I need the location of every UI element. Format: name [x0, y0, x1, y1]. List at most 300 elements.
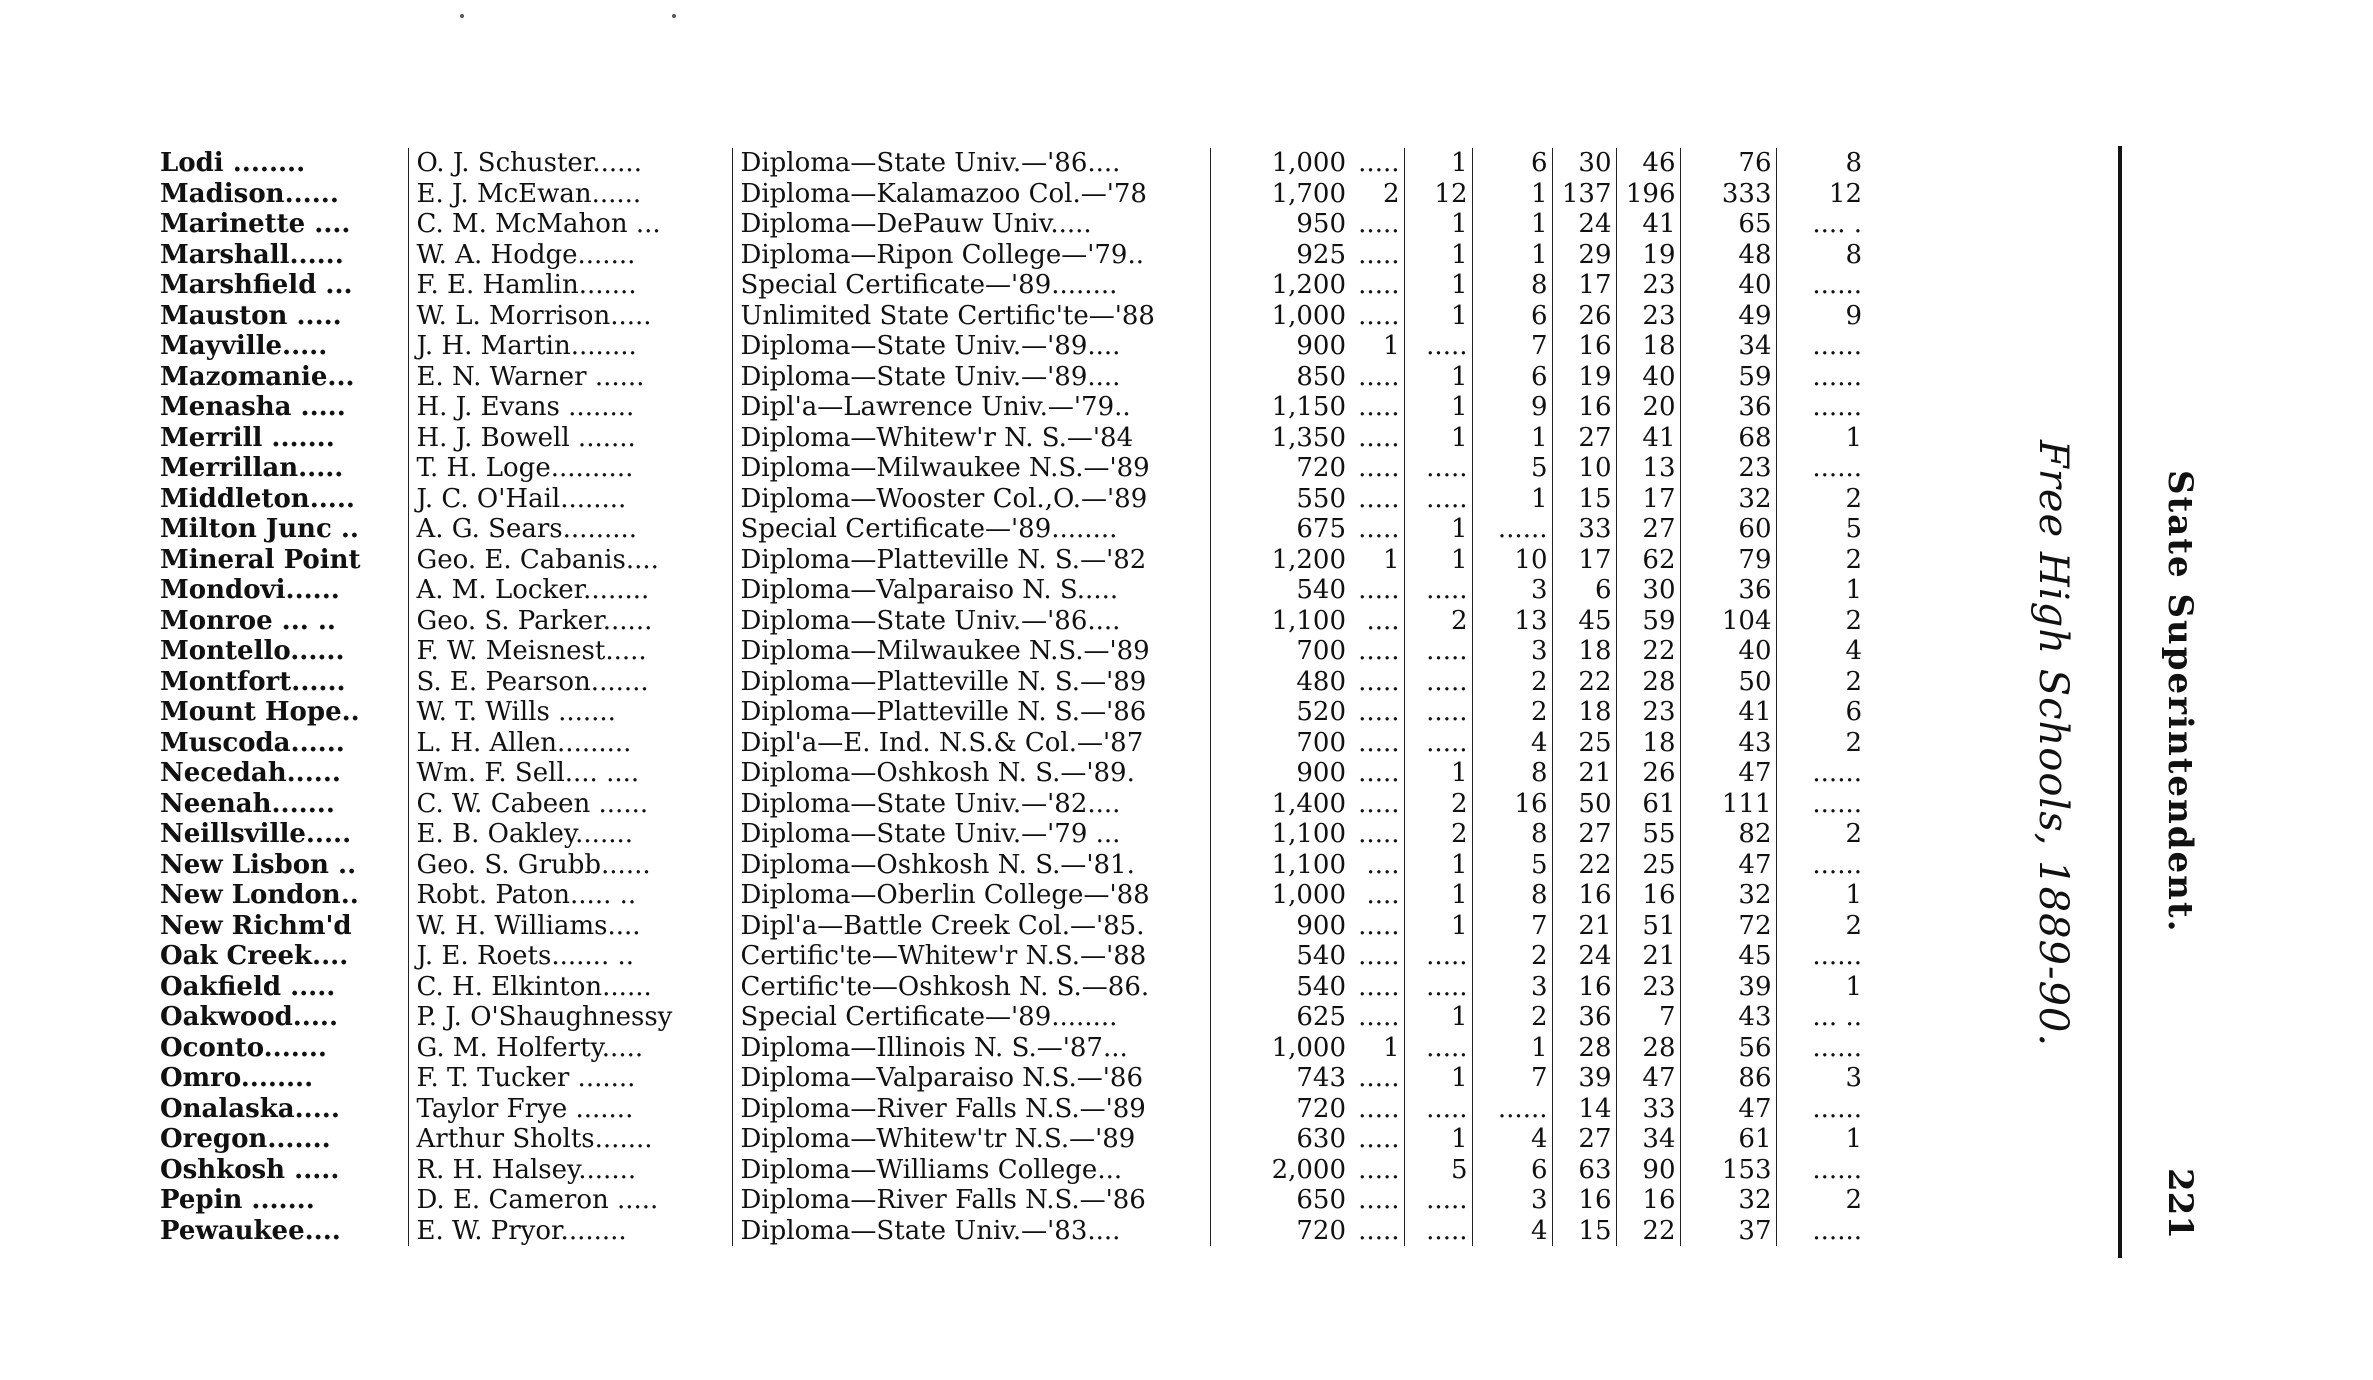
principal-cell: Geo. S. Grubb......: [408, 850, 732, 881]
principal-cell: E. N. Warner ......: [408, 362, 732, 393]
count-cell: 45: [1552, 606, 1616, 637]
count-cell: 47: [1680, 850, 1776, 881]
salary-cell: 900: [1296, 910, 1346, 941]
town-cell: [160, 301, 408, 332]
qualification-cell: Diploma—State Univ.—'89....: [732, 362, 1210, 393]
count-cell: 3: [1845, 1063, 1862, 1093]
table-row: [160, 1033, 1866, 1064]
town-name: Mount Hope..: [160, 697, 360, 727]
count-cell: 2: [1845, 910, 1862, 941]
town-cell: [160, 1124, 408, 1155]
principal-cell: L. H. Allen.........: [408, 728, 732, 759]
count-cell: .....: [1350, 514, 1404, 545]
salary-cell: 1,200: [1271, 270, 1346, 300]
count-cell: 32: [1680, 1185, 1776, 1216]
principal-cell: C. W. Cabeen ......: [408, 789, 732, 820]
town-cell: [160, 1094, 408, 1125]
count-cell: 13: [1472, 606, 1552, 637]
count-cell: 16: [1552, 880, 1616, 911]
principal-cell: J. C. O'Hail........: [408, 484, 732, 515]
count-cell: 2: [1472, 941, 1552, 972]
count-cell: 60: [1680, 514, 1776, 545]
salary-cell: 720: [1296, 1215, 1346, 1246]
count-cell: 27: [1552, 819, 1616, 850]
qualification-cell: Special Certificate—'89........: [732, 270, 1210, 301]
count-cell: 8: [1845, 148, 1862, 178]
table-row: [160, 453, 1866, 484]
principal-cell: D. E. Cameron .....: [408, 1185, 732, 1216]
count-cell: 82: [1680, 819, 1776, 850]
salary-cell: 720: [1296, 453, 1346, 483]
principal-cell: A. G. Sears.........: [408, 514, 732, 545]
count-cell: ......: [1812, 758, 1862, 788]
qualification-cell: Diploma—Platteville N. S.—'82: [732, 545, 1210, 576]
salary-cell: 900: [1296, 758, 1346, 788]
count-cell: .....: [1404, 697, 1472, 728]
salary-cell: 700: [1296, 636, 1346, 666]
count-cell: 1: [1472, 423, 1552, 454]
count-cell: 76: [1680, 148, 1776, 179]
count-cell: .....: [1350, 209, 1404, 240]
table-row: [160, 911, 1866, 942]
town-cell: [160, 148, 408, 179]
count-cell: 10: [1472, 545, 1552, 576]
count-cell: 3: [1472, 972, 1552, 1003]
count-cell: ....: [1350, 850, 1404, 881]
count-cell: 16: [1552, 1185, 1616, 1216]
salary-cell: 625: [1296, 1002, 1346, 1032]
count-cell: 1: [1404, 758, 1472, 789]
count-cell: 8: [1472, 880, 1552, 911]
table-row: [160, 484, 1866, 515]
town-cell: [160, 1216, 408, 1247]
count-cell: 1: [1472, 484, 1552, 515]
town-cell: [160, 575, 408, 606]
town-name: Muscoda......: [160, 727, 345, 758]
count-cell: .....: [1350, 789, 1404, 820]
principal-cell: O. J. Schuster......: [408, 148, 732, 179]
qualification-cell: Dipl'a—Lawrence Univ.—'79..: [732, 392, 1210, 423]
count-cell: 32: [1680, 880, 1776, 911]
salary-cell: 925: [1296, 239, 1346, 270]
table-row: [160, 1216, 1866, 1247]
table-row: [160, 545, 1866, 576]
count-cell: 6: [1472, 362, 1552, 393]
count-cell: 1: [1404, 1002, 1472, 1033]
salary-cell: 1,200: [1271, 544, 1346, 575]
table-row: [160, 1002, 1866, 1033]
salary-cell: 2,000: [1271, 1154, 1346, 1185]
count-cell: .....: [1404, 728, 1472, 759]
principal-cell: Wm. F. Sell.... ....: [408, 758, 732, 789]
count-cell: 2: [1350, 179, 1404, 210]
town-cell: [160, 514, 408, 545]
qualification-cell: Diploma—Kalamazoo Col.—'78: [732, 179, 1210, 210]
count-cell: 41: [1616, 209, 1680, 240]
count-cell: .....: [1404, 667, 1472, 698]
count-cell: 196: [1616, 179, 1680, 210]
qualification-cell: Dipl'a—Battle Creek Col.—'85.: [732, 911, 1210, 942]
count-cell: 36: [1680, 392, 1776, 423]
count-cell: 16: [1472, 789, 1552, 820]
count-cell: 8: [1472, 758, 1552, 789]
count-cell: .....: [1350, 1216, 1404, 1247]
count-cell: 7: [1472, 911, 1552, 942]
town-name: Oshkosh .....: [160, 1154, 340, 1185]
town-name: Monroe ... ..: [160, 605, 336, 636]
count-cell: 47: [1680, 1094, 1776, 1125]
count-cell: .....: [1350, 362, 1404, 393]
table-row: [160, 758, 1866, 789]
qualification-cell: Unlimited State Certific'te—'88: [732, 301, 1210, 332]
count-cell: 39: [1680, 972, 1776, 1003]
count-cell: 21: [1552, 911, 1616, 942]
town-cell: [160, 1002, 408, 1033]
count-cell: 8: [1845, 239, 1862, 270]
count-cell: 1: [1845, 880, 1862, 910]
count-cell: 3: [1472, 636, 1552, 667]
salary-cell: 1,100: [1271, 849, 1346, 880]
principal-cell: W. H. Williams....: [408, 911, 732, 942]
town-cell: [160, 880, 408, 911]
count-cell: 47: [1680, 758, 1776, 789]
count-cell: 45: [1680, 941, 1776, 972]
town-name: Milton Junc ..: [160, 514, 359, 544]
count-cell: 56: [1680, 1033, 1776, 1064]
count-cell: 16: [1552, 972, 1616, 1003]
town-cell: [160, 667, 408, 698]
principal-cell: Taylor Frye .......: [408, 1094, 732, 1125]
town-name: Mayville.....: [160, 331, 328, 361]
salary-cell: 675: [1296, 514, 1346, 544]
principal-cell: E. B. Oakley.......: [408, 819, 732, 850]
count-cell: 27: [1616, 514, 1680, 545]
qualification-cell: Diploma—Whitew'tr N.S.—'89: [732, 1124, 1210, 1155]
count-cell: .....: [1350, 1063, 1404, 1094]
table-row: [160, 941, 1866, 972]
town-cell: [160, 392, 408, 423]
town-cell: [160, 758, 408, 789]
salary-cell: 650: [1296, 1185, 1346, 1215]
salary-cell: 743: [1296, 1063, 1346, 1093]
salary-cell: 630: [1296, 1124, 1346, 1154]
count-cell: 2: [1845, 605, 1862, 636]
count-cell: 1: [1404, 301, 1472, 332]
count-cell: 79: [1680, 545, 1776, 576]
table-row: [160, 575, 1866, 606]
count-cell: 7: [1616, 1002, 1680, 1033]
table-row: [160, 1094, 1866, 1125]
principal-cell: W. L. Morrison.....: [408, 301, 732, 332]
count-cell: ......: [1812, 1032, 1862, 1063]
count-cell: 22: [1552, 667, 1616, 698]
count-cell: 1: [1404, 240, 1472, 271]
town-name: Oakfield .....: [160, 971, 336, 1002]
count-cell: 104: [1680, 606, 1776, 637]
count-cell: 2: [1845, 819, 1862, 849]
count-cell: ... ..: [1812, 1002, 1862, 1032]
count-cell: .....: [1404, 1033, 1472, 1064]
salary-cell: 1,000: [1271, 1032, 1346, 1063]
qualification-cell: Diploma—Valparaiso N.S.—'86: [732, 1063, 1210, 1094]
count-cell: 1: [1350, 331, 1404, 362]
count-cell: 51: [1616, 911, 1680, 942]
count-cell: 65: [1680, 209, 1776, 240]
count-cell: .....: [1350, 758, 1404, 789]
count-cell: 43: [1680, 728, 1776, 759]
town-cell: [160, 789, 408, 820]
town-cell: [160, 484, 408, 515]
table-row: [160, 972, 1866, 1003]
town-cell: [160, 270, 408, 301]
count-cell: 23: [1616, 301, 1680, 332]
table-row: [160, 392, 1866, 423]
count-cell: 1: [1404, 392, 1472, 423]
town-name: Madison......: [160, 178, 339, 209]
count-cell: .....: [1350, 1002, 1404, 1033]
count-cell: ....: [1350, 606, 1404, 637]
town-cell: [160, 1063, 408, 1094]
count-cell: 12: [1404, 179, 1472, 210]
count-cell: 50: [1680, 667, 1776, 698]
town-cell: [160, 209, 408, 240]
qualification-cell: Diploma—Whitew'r N. S.—'84: [732, 423, 1210, 454]
count-cell: 15: [1552, 484, 1616, 515]
principal-cell: C. M. McMahon ...: [408, 209, 732, 240]
town-name: New Lisbon ..: [160, 849, 357, 880]
count-cell: 8: [1472, 270, 1552, 301]
count-cell: 68: [1680, 423, 1776, 454]
principal-cell: Robt. Paton..... ..: [408, 880, 732, 911]
count-cell: 59: [1616, 606, 1680, 637]
salary-cell: 1,000: [1271, 880, 1346, 910]
count-cell: 18: [1616, 728, 1680, 759]
count-cell: 48: [1680, 240, 1776, 271]
count-cell: 32: [1680, 484, 1776, 515]
count-cell: 2: [1472, 697, 1552, 728]
count-cell: 1: [1404, 880, 1472, 911]
count-cell: 2: [1404, 819, 1472, 850]
town-name: Lodi ........: [160, 148, 306, 178]
count-cell: 5: [1472, 453, 1552, 484]
count-cell: 17: [1552, 545, 1616, 576]
count-cell: 19: [1616, 240, 1680, 271]
town-cell: [160, 636, 408, 667]
principal-cell: Geo. E. Cabanis....: [408, 545, 732, 576]
count-cell: 6: [1845, 697, 1862, 727]
count-cell: ......: [1472, 1094, 1552, 1125]
principal-cell: A. M. Locker........: [408, 575, 732, 606]
town-cell: [160, 331, 408, 362]
count-cell: 8: [1472, 819, 1552, 850]
town-name: Montello......: [160, 636, 345, 666]
town-name: Merrill .......: [160, 422, 335, 453]
qualification-cell: Diploma—River Falls N.S.—'86: [732, 1185, 1210, 1216]
count-cell: 86: [1680, 1063, 1776, 1094]
count-cell: ......: [1812, 1154, 1862, 1185]
count-cell: 40: [1680, 270, 1776, 301]
count-cell: 2: [1472, 1002, 1552, 1033]
count-cell: .....: [1350, 697, 1404, 728]
principal-cell: G. M. Holferty.....: [408, 1033, 732, 1064]
town-cell: [160, 697, 408, 728]
schools-table: [160, 148, 1866, 1246]
count-cell: 5: [1845, 514, 1862, 544]
count-cell: 90: [1616, 1155, 1680, 1186]
town-cell: [160, 453, 408, 484]
count-cell: 16: [1552, 392, 1616, 423]
count-cell: ......: [1812, 1215, 1862, 1246]
count-cell: 2: [1845, 666, 1862, 697]
qualification-cell: Diploma—Oshkosh N. S.—'81.: [732, 850, 1210, 881]
speck: [460, 14, 464, 18]
count-cell: 28: [1552, 1033, 1616, 1064]
table-row: [160, 331, 1866, 362]
town-name: Onalaska.....: [160, 1093, 340, 1124]
table-row: [160, 179, 1866, 210]
table-body: [160, 148, 1866, 1246]
principal-cell: F. T. Tucker .......: [408, 1063, 732, 1094]
table-row: [160, 850, 1866, 881]
qualification-cell: Diploma—Ripon College—'79..: [732, 240, 1210, 271]
town-name: Pewaukee....: [160, 1215, 341, 1246]
count-cell: 1: [1350, 545, 1404, 576]
table-row: [160, 819, 1866, 850]
principal-cell: T. H. Loge..........: [408, 453, 732, 484]
count-cell: 16: [1616, 1185, 1680, 1216]
salary-cell: 850: [1296, 361, 1346, 392]
count-cell: ......: [1812, 392, 1862, 422]
town-name: Marshfield ...: [160, 270, 353, 300]
count-cell: .....: [1404, 1216, 1472, 1247]
count-cell: 4: [1472, 1124, 1552, 1155]
count-cell: 27: [1552, 1124, 1616, 1155]
principal-cell: J. E. Roets....... ..: [408, 941, 732, 972]
count-cell: 22: [1616, 636, 1680, 667]
count-cell: 1: [1404, 270, 1472, 301]
count-cell: 1: [1404, 850, 1472, 881]
count-cell: 2: [1845, 544, 1862, 575]
count-cell: 24: [1552, 209, 1616, 240]
town-cell: [160, 362, 408, 393]
count-cell: .....: [1350, 240, 1404, 271]
count-cell: 1: [1404, 514, 1472, 545]
town-cell: [160, 911, 408, 942]
salary-cell: 1,000: [1271, 148, 1346, 178]
count-cell: 28: [1616, 1033, 1680, 1064]
qualification-cell: Diploma—State Univ.—'86....: [732, 148, 1210, 179]
count-cell: .....: [1350, 636, 1404, 667]
count-cell: 1: [1845, 575, 1862, 605]
count-cell: .....: [1404, 1185, 1472, 1216]
town-name: Marshall......: [160, 239, 344, 270]
principal-cell: S. E. Pearson.......: [408, 667, 732, 698]
count-cell: 17: [1616, 484, 1680, 515]
count-cell: .....: [1404, 636, 1472, 667]
table-row: [160, 636, 1866, 667]
town-cell: [160, 1185, 408, 1216]
count-cell: .....: [1404, 941, 1472, 972]
count-cell: 2: [1845, 483, 1862, 514]
count-cell: .....: [1350, 941, 1404, 972]
salary-cell: 540: [1296, 971, 1346, 1002]
count-cell: 18: [1616, 331, 1680, 362]
count-cell: .....: [1350, 453, 1404, 484]
count-cell: 25: [1616, 850, 1680, 881]
qualification-cell: Diploma—Valparaiso N. S.....: [732, 575, 1210, 606]
count-cell: 33: [1552, 514, 1616, 545]
qualification-cell: Certific'te—Oshkosh N. S.—86.: [732, 972, 1210, 1003]
town-name: Middleton.....: [160, 483, 355, 514]
town-name: Mineral Point: [160, 544, 361, 575]
speck: [672, 14, 676, 18]
count-cell: 5: [1404, 1155, 1472, 1186]
table-row: [160, 880, 1866, 911]
qualification-cell: Diploma—Milwaukee N.S.—'89: [732, 636, 1210, 667]
count-cell: 25: [1552, 728, 1616, 759]
town-name: Oakwood.....: [160, 1002, 339, 1032]
town-name: Oregon.......: [160, 1124, 331, 1154]
count-cell: ......: [1812, 331, 1862, 361]
count-cell: 19: [1552, 362, 1616, 393]
count-cell: 4: [1472, 728, 1552, 759]
count-cell: ......: [1812, 1093, 1862, 1124]
count-cell: ......: [1812, 941, 1862, 971]
count-cell: 1: [1472, 1033, 1552, 1064]
salary-cell: 1,100: [1271, 605, 1346, 636]
table-row: [160, 667, 1866, 698]
town-name: Pepin .......: [160, 1185, 315, 1215]
count-cell: 14: [1552, 1094, 1616, 1125]
count-cell: 29: [1552, 240, 1616, 271]
count-cell: 1: [1472, 179, 1552, 210]
count-cell: 2: [1404, 789, 1472, 820]
count-cell: 28: [1616, 667, 1680, 698]
count-cell: 72: [1680, 911, 1776, 942]
table-row: [160, 1063, 1866, 1094]
count-cell: 4: [1845, 636, 1862, 666]
count-cell: 50: [1552, 789, 1616, 820]
table-row: [160, 270, 1866, 301]
count-cell: 1: [1472, 240, 1552, 271]
town-name: Neenah.......: [160, 788, 335, 819]
page-number: 221: [2160, 1168, 2200, 1239]
count-cell: 2: [1845, 727, 1862, 758]
count-cell: .....: [1404, 331, 1472, 362]
count-cell: 111: [1680, 789, 1776, 820]
count-cell: 9: [1845, 300, 1862, 331]
count-cell: ......: [1812, 453, 1862, 483]
count-cell: 137: [1552, 179, 1616, 210]
count-cell: .....: [1350, 270, 1404, 301]
count-cell: 18: [1552, 697, 1616, 728]
table-row: [160, 148, 1866, 179]
salary-cell: 540: [1296, 941, 1346, 971]
count-cell: 43: [1680, 1002, 1776, 1033]
count-cell: 34: [1680, 331, 1776, 362]
salary-cell: 1,100: [1271, 819, 1346, 849]
table-row: [160, 606, 1866, 637]
count-cell: 39: [1552, 1063, 1616, 1094]
count-cell: .....: [1350, 819, 1404, 850]
salary-cell: 1,150: [1271, 392, 1346, 422]
town-cell: [160, 972, 408, 1003]
town-name: Neillsville.....: [160, 819, 352, 849]
count-cell: 27: [1552, 423, 1616, 454]
qualification-cell: Diploma—State Univ.—'82....: [732, 789, 1210, 820]
qualification-cell: Special Certificate—'89........: [732, 1002, 1210, 1033]
qualification-cell: Diploma—State Univ.—'79 ...: [732, 819, 1210, 850]
